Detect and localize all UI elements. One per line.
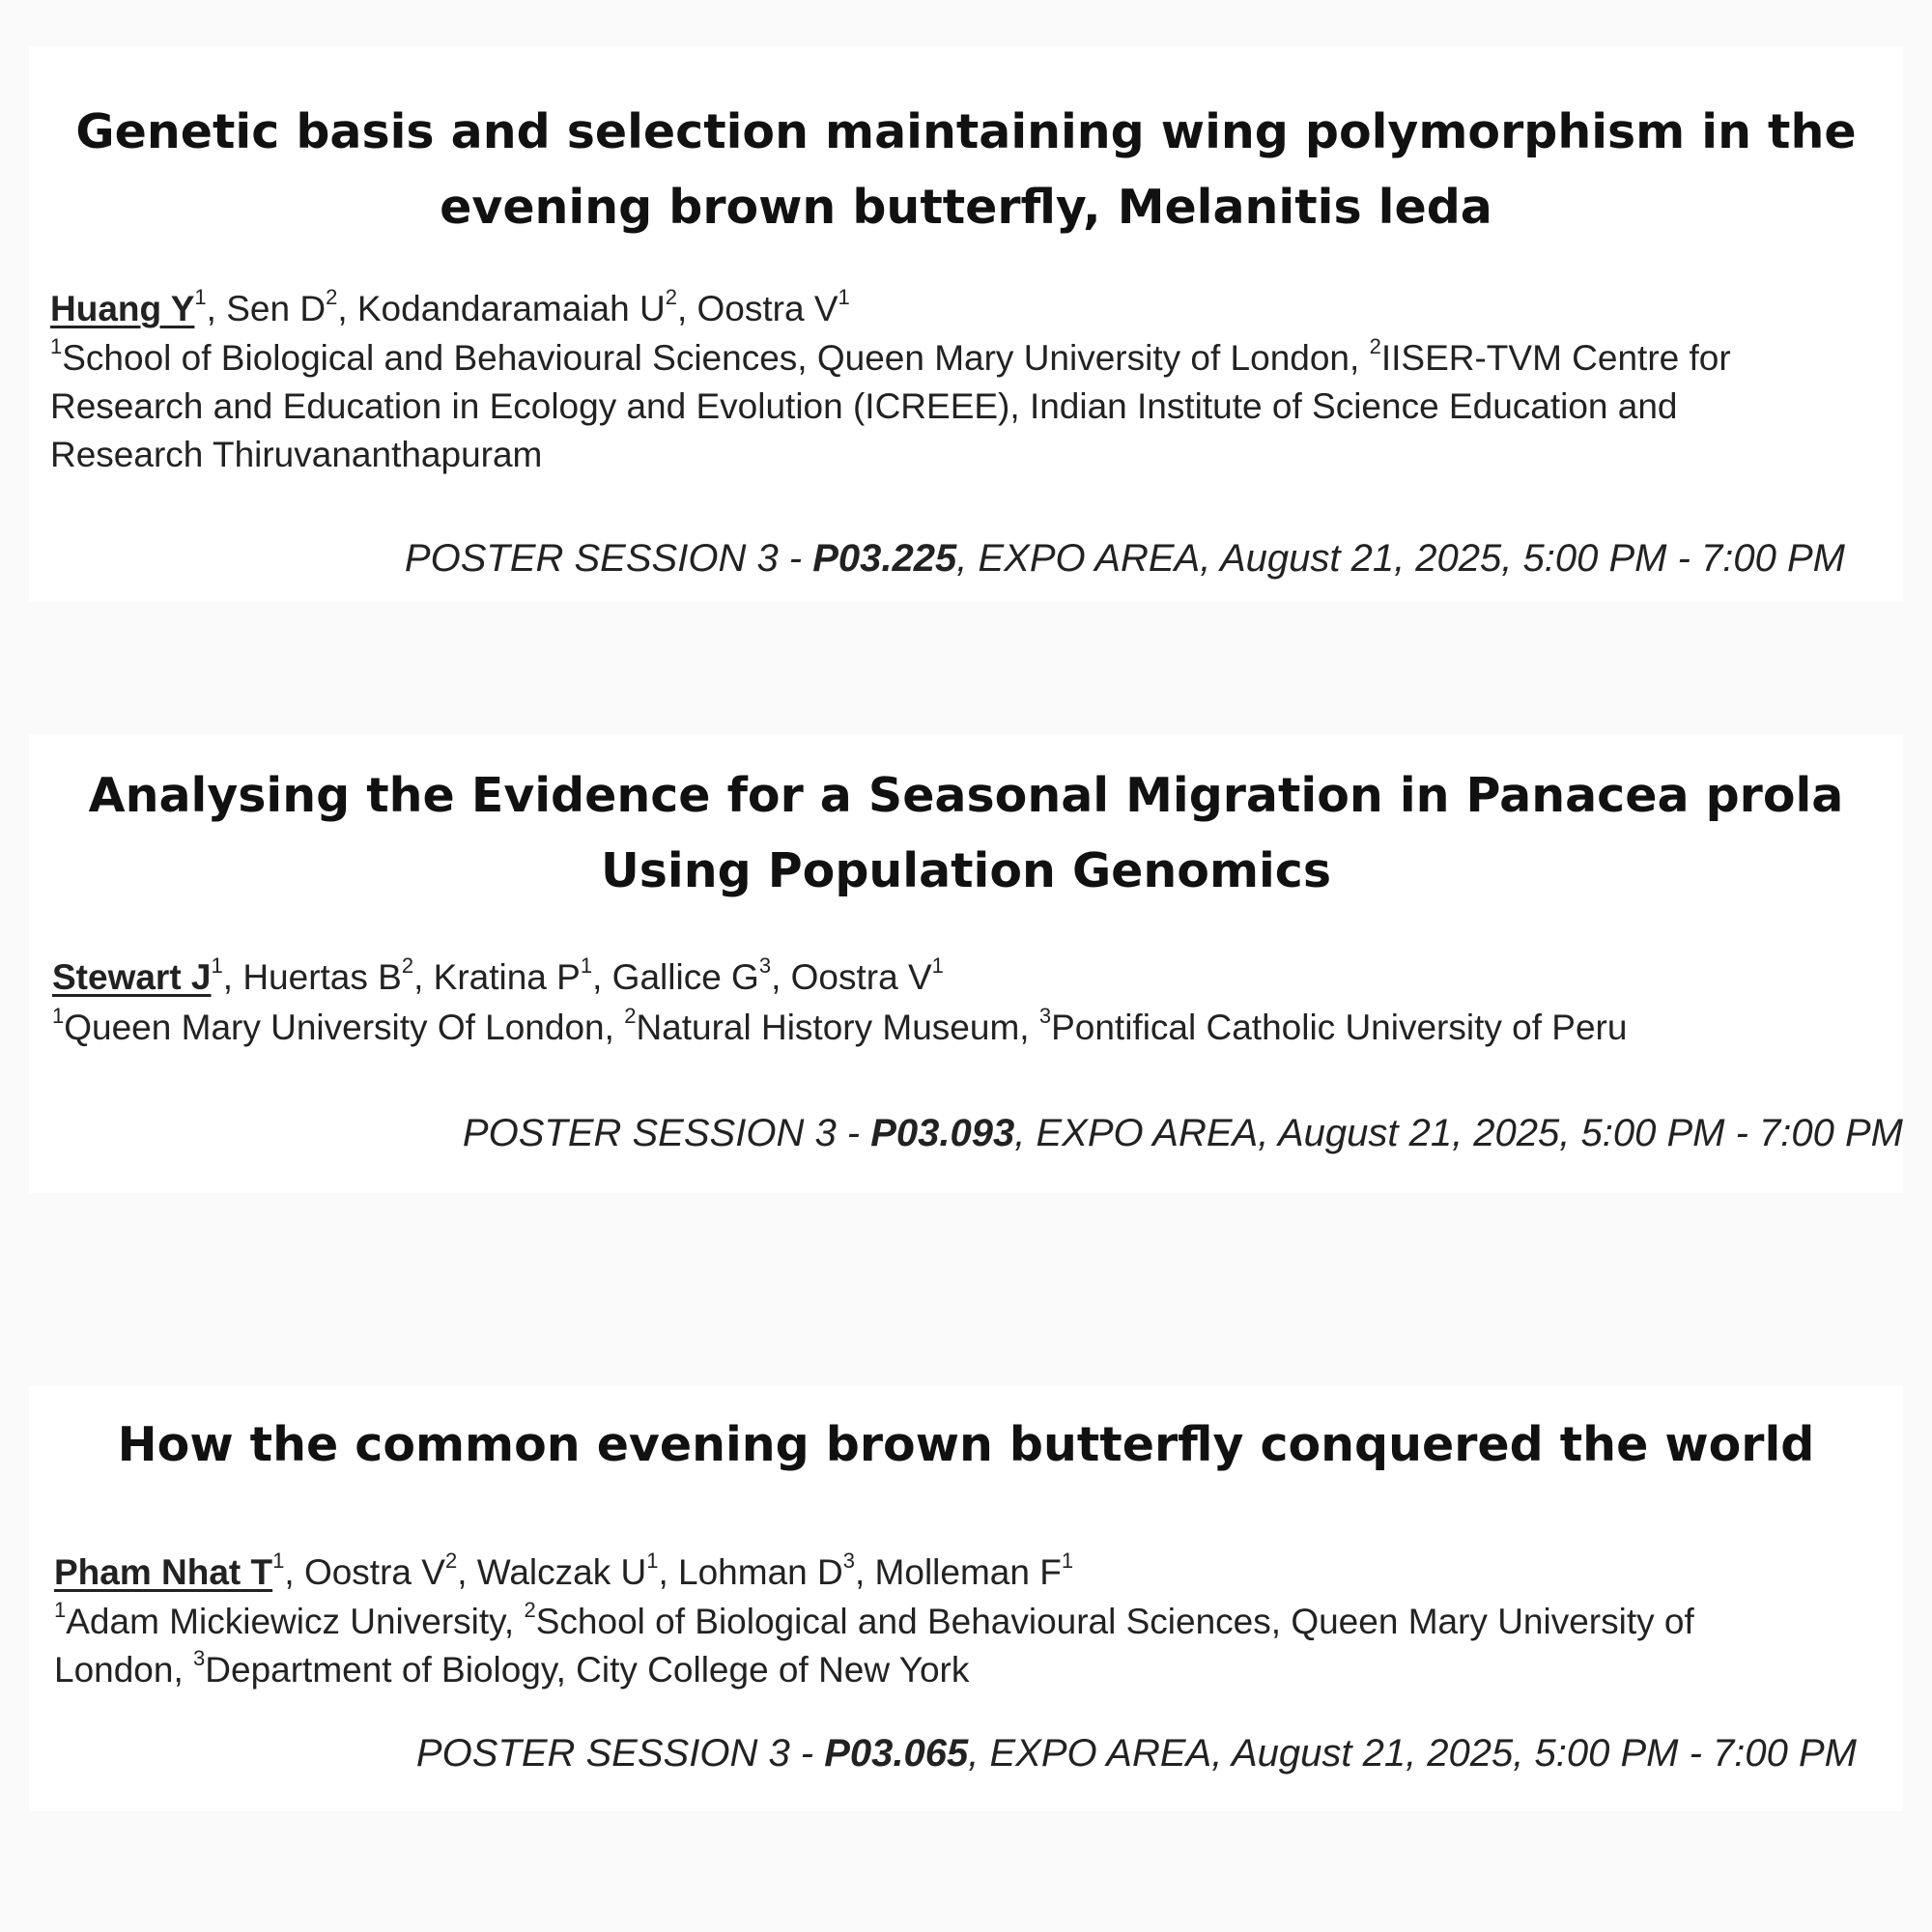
author-name: Oostra V	[303, 1552, 445, 1592]
author-affiliation-mark: 1	[194, 284, 207, 309]
author-name: Gallice G	[611, 957, 759, 997]
author-affiliation-mark: 2	[665, 284, 677, 309]
author-name: Kodandaramaiah U	[356, 289, 666, 328]
affiliation-mark: 1	[50, 333, 63, 358]
affiliation-line	[52, 1004, 1627, 1052]
author-affiliation-mark: 1	[646, 1548, 659, 1573]
session-details: , EXPO AREA, August 21, 2025, 5:00 PM - 7:00 PM	[956, 537, 1845, 580]
affiliations	[52, 1004, 1627, 1052]
affiliation-text: IISER-TVM Centre for	[1380, 338, 1731, 378]
author-name: Sen D	[226, 289, 327, 328]
poster-code: P03.225	[812, 537, 957, 580]
session-label: POSTER SESSION 3 -	[404, 537, 813, 580]
affiliation-mark: 2	[624, 1003, 637, 1028]
title-line: How the common evening brown butterfly conquered the world	[117, 1417, 1815, 1472]
affiliation-mark: 2	[524, 1597, 536, 1622]
affiliation-text: Queen Mary University Of London,	[64, 1008, 625, 1047]
affiliation-text: Adam Mickiewicz University,	[66, 1602, 525, 1641]
abstract-title	[29, 1407, 1903, 1483]
author-list: Huang $Y^1$, Sen $D^2$, Kodandaramaiah $U^2$, Oostra $V^1$	[50, 284, 850, 328]
author-affiliation-mark: 2	[326, 284, 338, 309]
session-info	[463, 1109, 1903, 1157]
affiliation-text: School of Biological and Behavioural Sciences, Queen Mary University of London,	[62, 338, 1370, 378]
title-line: evening brown butterfly, Melanitis leda	[440, 180, 1492, 235]
affiliation-text: Research and Education in Ecology and Evolution (ICREEE), Indian Institute of Science Education and	[50, 386, 1678, 426]
affiliation-text: School of Biological and Behavioural Sciences, Queen Mary University of	[535, 1602, 1694, 1641]
author-affiliation-mark: 2	[401, 952, 414, 978]
author-name: Lohman D	[678, 1552, 843, 1592]
presenting-author: Huang Y	[50, 289, 195, 328]
affiliation-line	[50, 334, 1731, 383]
abstract-card	[29, 734, 1903, 1193]
affiliation-text: London,	[54, 1650, 194, 1690]
presenting-author: Pham Nhat T	[54, 1552, 273, 1592]
affiliation-mark: 2	[1369, 333, 1381, 358]
presenting-author: Stewart J	[52, 957, 212, 997]
affiliation-line	[50, 431, 1731, 479]
author-name: Oostra V	[696, 289, 838, 328]
abstract-card	[29, 1386, 1903, 1811]
affiliation-mark: 1	[54, 1597, 67, 1622]
abstract-title	[29, 95, 1903, 245]
title-line: Analysing the Evidence for a Seasonal Migration in Panacea prola	[88, 768, 1844, 823]
affiliation-line	[50, 383, 1731, 431]
author-name: Oostra V	[790, 957, 932, 997]
session-label: POSTER SESSION 3 -	[415, 1732, 825, 1775]
affiliation-text: Research Thiruvananthapuram	[50, 435, 543, 474]
author-affiliation-mark: 3	[842, 1548, 855, 1573]
session-details: , EXPO AREA, August 21, 2025, 5:00 PM - 7:00 PM	[1014, 1112, 1903, 1154]
author-name: Molleman F	[874, 1552, 1062, 1592]
author-affiliation-mark: 1	[1061, 1548, 1074, 1573]
affiliation-line	[54, 1646, 1694, 1694]
affiliations	[50, 334, 1731, 479]
author-affiliation-mark: 1	[580, 952, 593, 978]
abstract-card	[29, 46, 1903, 602]
author-affiliation-mark: 1	[838, 284, 850, 309]
affiliation-mark: 1	[52, 1003, 65, 1028]
session-info	[416, 1729, 1857, 1777]
author-name: Kratina P	[433, 957, 581, 997]
author-affiliation-mark: 1	[272, 1548, 285, 1573]
affiliation-text: Pontifical Catholic University of Peru	[1051, 1008, 1628, 1047]
affiliations	[54, 1598, 1694, 1694]
affiliation-mark: 3	[193, 1645, 206, 1670]
poster-code: P03.065	[824, 1732, 969, 1775]
author-list: Stewart $J^1$, Huertas $B^2$, Kratina $P^1$, Gallice $G^3$, Oostra $V^1$	[52, 952, 944, 997]
title-line: Genetic basis and selection maintaining wing polymorphism in the	[75, 104, 1857, 159]
abstract-title	[29, 758, 1903, 909]
title-line: Using Population Genomics	[600, 843, 1332, 898]
affiliation-line	[54, 1598, 1694, 1646]
affiliation-mark: 3	[1038, 1003, 1052, 1028]
author-affiliation-mark: 1	[211, 952, 223, 978]
poster-code: P03.093	[870, 1112, 1015, 1154]
author-list: Pham Nhat $T^1$, Oostra $V^2$, Walczak $U^1$, Lohman $D^3$, Molleman $F^1$	[54, 1548, 1074, 1592]
author-affiliation-mark: 1	[931, 952, 944, 978]
session-info	[405, 534, 1845, 582]
author-affiliation-mark: 2	[444, 1548, 458, 1573]
author-affiliation-mark: 3	[758, 952, 772, 978]
author-name: Huertas B	[242, 957, 402, 997]
session-label: POSTER SESSION 3 -	[462, 1112, 871, 1154]
affiliation-text: Natural History Museum,	[636, 1008, 1039, 1047]
session-details: , EXPO AREA, August 21, 2025, 5:00 PM - 7:00 PM	[968, 1732, 1857, 1775]
author-name: Walczak U	[476, 1552, 647, 1592]
affiliation-text: Department of Biology, City College of New York	[205, 1650, 970, 1690]
